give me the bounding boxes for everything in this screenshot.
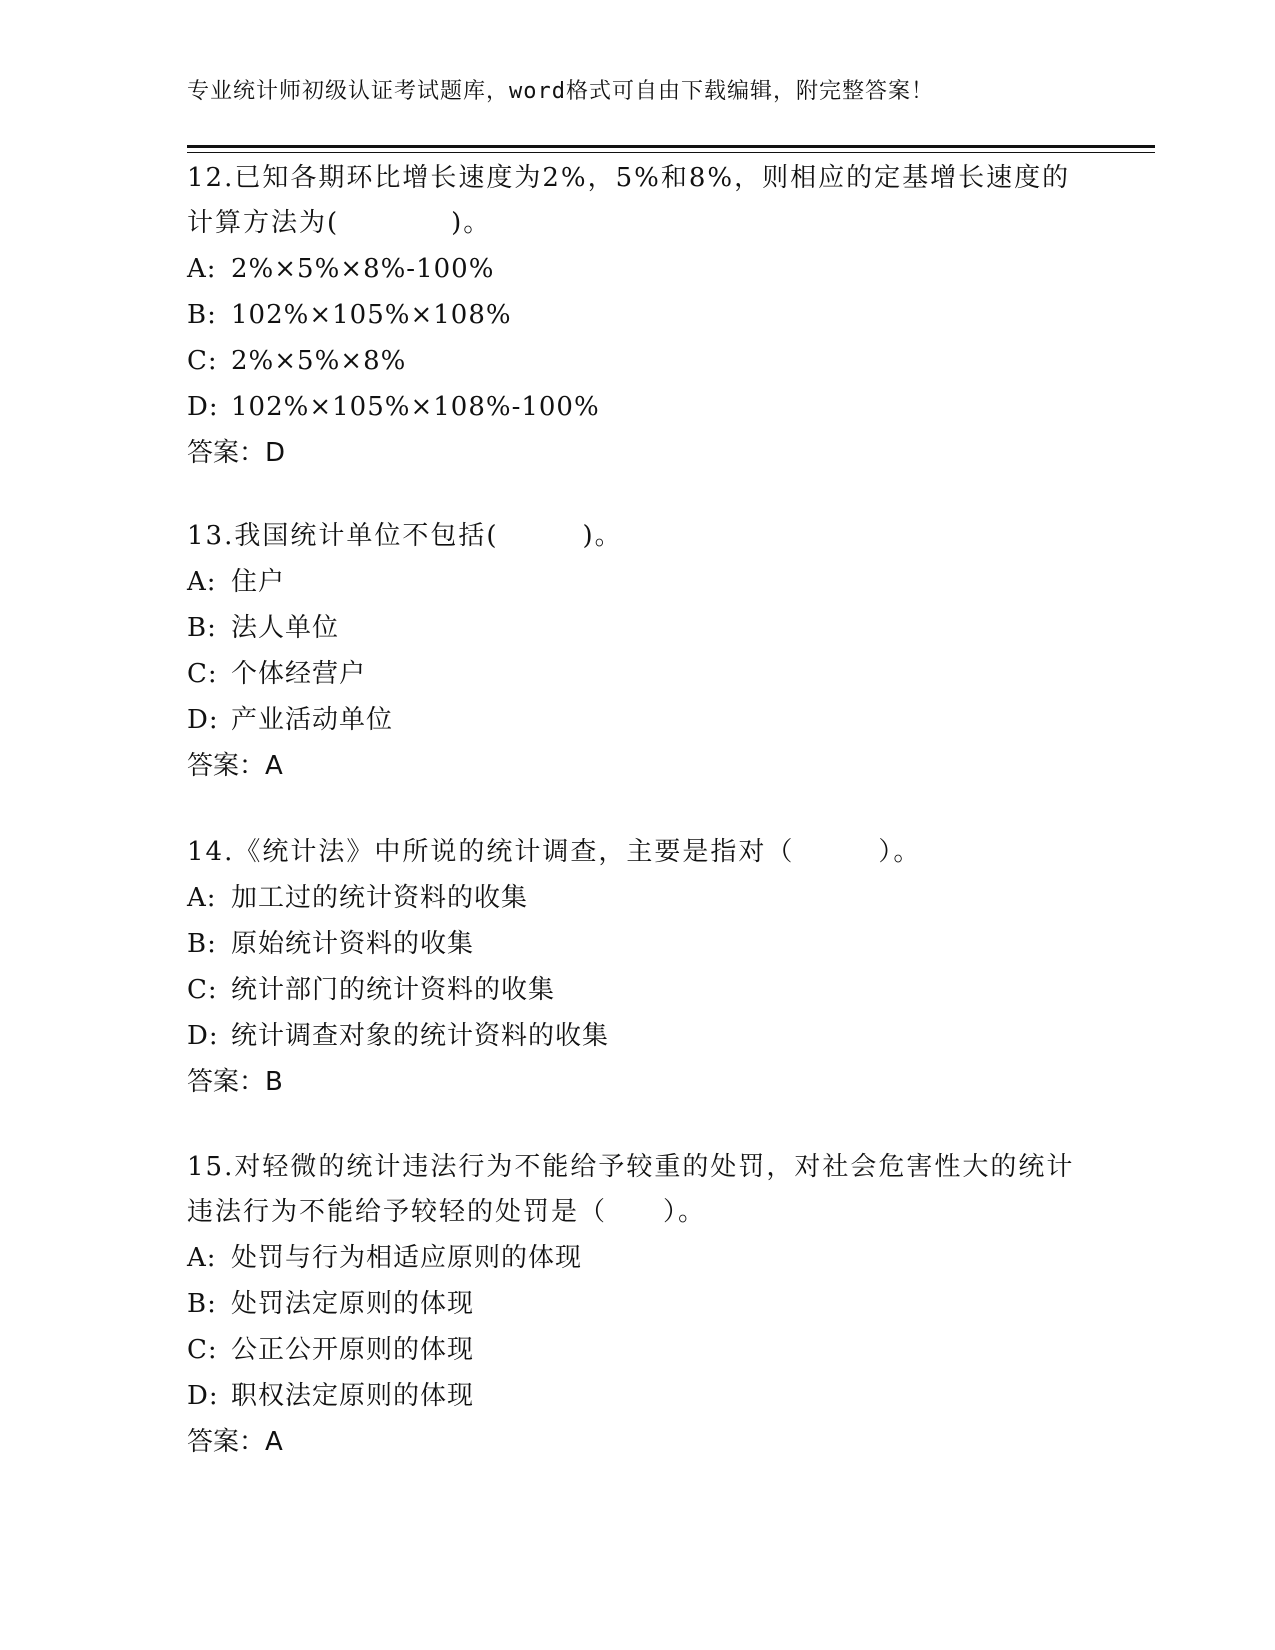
question-15 (187, 1145, 1087, 1465)
option-key: C: (187, 346, 218, 376)
option-key: C: (187, 1335, 218, 1365)
option-key: C: (187, 975, 218, 1005)
option-text: 住户 (231, 567, 286, 597)
option-key: B: (187, 929, 217, 959)
option-text: 2%×5%×8%-100% (231, 254, 495, 284)
option-text: 102%×105%×108%-100% (231, 392, 600, 422)
option-key: D: (187, 1021, 219, 1051)
option-key: A: (187, 1243, 217, 1273)
option-text: 产业活动单位 (231, 705, 394, 735)
option-c (187, 967, 1087, 1013)
option-b (187, 292, 1087, 338)
answer: 答案：A (187, 1427, 283, 1457)
question-text: 14.《统计法》中所说的统计调查，主要是指对（ ）。 (187, 837, 922, 867)
option-c (187, 1327, 1087, 1373)
option-d (187, 1013, 1087, 1059)
option-text: 统计调查对象的统计资料的收集 (231, 1021, 610, 1051)
option-text: 102%×105%×108% (231, 300, 512, 330)
option-a (187, 559, 1087, 605)
option-text: 2%×5%×8% (231, 346, 407, 376)
option-key: D: (187, 705, 219, 735)
option-key: D: (187, 1381, 219, 1411)
option-key: A: (187, 567, 217, 597)
option-text: 个体经营户 (231, 659, 367, 689)
header-rule-thin (187, 152, 1155, 153)
option-a (187, 1235, 1087, 1281)
option-a (187, 875, 1087, 921)
option-d (187, 384, 1087, 430)
answer: 答案：B (187, 1067, 283, 1097)
option-b (187, 605, 1087, 651)
option-text: 公正公开原则的体现 (231, 1335, 475, 1365)
option-key: A: (187, 883, 217, 913)
option-text: 原始统计资料的收集 (231, 929, 475, 959)
option-d (187, 697, 1087, 743)
answer: 答案：A (187, 751, 283, 781)
option-c (187, 651, 1087, 697)
question-12 (187, 156, 1087, 476)
answer: 答案：D (187, 438, 286, 468)
question-text: 15.对轻微的统计违法行为不能给予较重的处罚，对社会危害性大的统计违法行为不能给予较轻的处罚是（ ）。 (187, 1152, 1075, 1227)
option-text: 法人单位 (231, 613, 340, 643)
option-key: B: (187, 300, 217, 330)
option-key: D: (187, 392, 219, 422)
question-14 (187, 830, 1087, 1105)
question-text: 13.我国统计单位不包括( )。 (187, 521, 623, 551)
option-key: B: (187, 1289, 217, 1319)
option-c (187, 338, 1087, 384)
option-key: C: (187, 659, 218, 689)
document-header: 专业统计师初级认证考试题库，word格式可自由下载编辑，附完整答案！ (187, 79, 934, 104)
option-a (187, 246, 1087, 292)
question-text: 12.已知各期环比增长速度为2%，5%和8%，则相应的定基增长速度的计算方法为( )。 (187, 163, 1071, 238)
option-text: 处罚与行为相适应原则的体现 (231, 1243, 583, 1273)
option-key: B: (187, 613, 217, 643)
option-text: 职权法定原则的体现 (231, 1381, 475, 1411)
option-b (187, 1281, 1087, 1327)
option-d (187, 1373, 1087, 1419)
question-13 (187, 514, 1087, 789)
option-text: 加工过的统计资料的收集 (231, 883, 529, 913)
option-key: A: (187, 254, 217, 284)
option-text: 处罚法定原则的体现 (231, 1289, 475, 1319)
header-rule-thick (187, 145, 1155, 148)
option-b (187, 921, 1087, 967)
option-text: 统计部门的统计资料的收集 (231, 975, 556, 1005)
